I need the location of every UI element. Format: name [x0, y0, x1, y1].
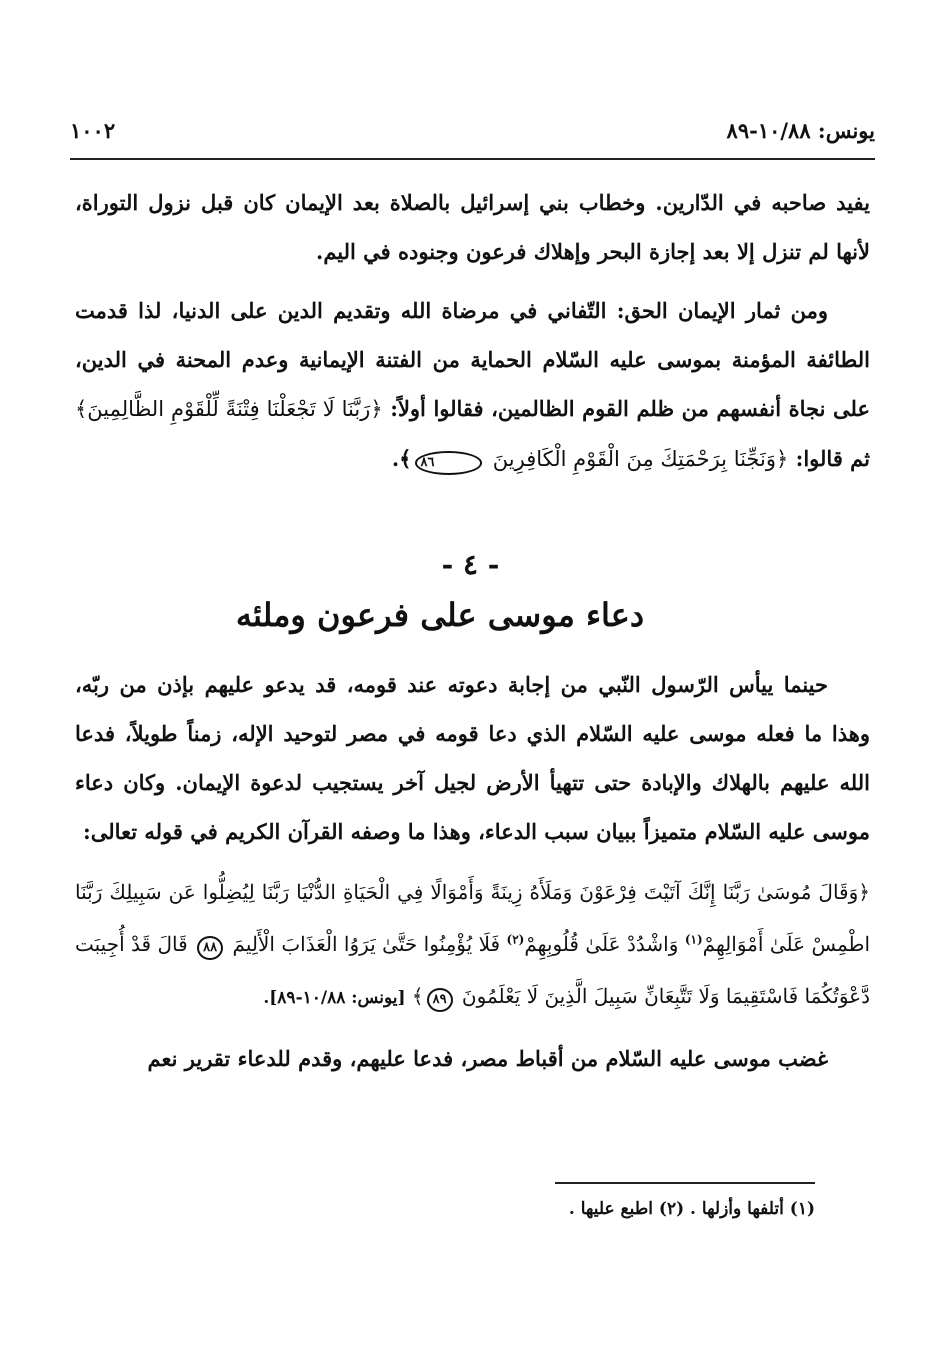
- quran-close-bracket: ﴾.: [391, 446, 412, 471]
- page-header: [70, 112, 875, 152]
- paragraph-text: ثم قالوا:: [795, 446, 870, 471]
- quran-text: فَلَا يُؤْمِنُوا حَتَّىٰ يَرَوُا الْعَذَابَ الْأَلِيمَ: [232, 932, 501, 956]
- ayah-number-marker: ٨٩: [427, 988, 453, 1012]
- header-divider: [70, 158, 875, 160]
- ayah-number-marker: ٨٦: [415, 451, 483, 475]
- footnote-divider: [555, 1182, 815, 1184]
- ayah-number-marker: ٨٨: [197, 936, 223, 960]
- quran-text: ﴿وَقَالَ مُوسَىٰ رَبَّنَا إِنَّكَ آتَيْتَ فِرْعَوْنَ وَمَلَأَهُ زِينَةً وَأَمْوَالًا فِي الْحَيَاةِ الدُّنْيَا رَبَّنَا لِيُضِلُّوا عَن سَبِيلِكَ رَبَّنَا اطْمِسْ عَلَىٰ أَمْوَالِهِمْ: [75, 880, 871, 956]
- paragraph: [75, 286, 870, 484]
- paragraph: يفيد صاحبه في الدّارين. وخطاب بني إسرائيل بالصلاة بعد الإيمان كان قبل نزول التوراة، لأنها لم تنزل إلا بعد إجازة البحر وإهلاك فرعون وجنوده في اليم.: [75, 190, 870, 264]
- quran-quote: ﴿رَبَّنَا لَا تَجْعَلْنَا فِتْنَةً لِّلْقَوْمِ الظَّالِمِينَ﴾: [75, 397, 383, 421]
- footnotes: (١) أتلفها وأزلها . (٢) اطبع عليها .: [568, 1199, 815, 1219]
- paragraph-text: ومن ثمار الإيمان الحق: التّفاني في مرضاة الله وتقديم الدين على الدنيا، لذا قدمت الطائفة المؤمنة بموسى عليه السّلام الحماية من الفتنة الإيمانية وعدم المحنة في الدين، على نجاة أنفسهم من ظلم القوم الظالمين، فقالوا أولاً:: [75, 298, 871, 421]
- quran-close-bracket: ﴾: [411, 984, 424, 1008]
- paragraph: حينما ييأس الرّسول النّبي من إجابة دعوته عند قومه، قد يدعو عليهم بإذن من ربّه، وهذا ما فعله موسى عليه السّلام الذي دعا قومه في مصر لتوحيد الإله، زمناً طويلاً، فدعا الله عليهم بالهلاك والإبادة حتى تتهيأ الأرض لجيل آخر يستجيب لدعوة الإيمان. وكان دعاء موسى عليه السّلام متميزاً ببيان سبب الدعاء، وهذا ما وصفه القرآن الكريم في قوله تعالى:: [75, 672, 870, 844]
- footnote-marker: (١): [684, 932, 703, 947]
- paragraph: غضب موسى عليه السّلام من أقباط مصر، فدعا عليهم، وقدم للدعاء تقرير نعم: [147, 1046, 828, 1071]
- page-number: ١٠٠٢: [70, 118, 116, 143]
- verse-citation: [يونس: ١٠/٨٨-٨٩].: [263, 988, 406, 1008]
- quran-text: قَالَ قَدْ أُجِيبَت دَّعْوَتُكُمَا فَاسْتَقِيمَا وَلَا تَتَّبِعَانِّ سَبِيلَ الَّذِينَ لَا يَعْلَمُونَ: [75, 932, 870, 1008]
- quran-block: [75, 866, 870, 1024]
- running-head: يونس: ١٠/٨٨-٨٩: [726, 118, 875, 143]
- footnote-marker: (٢): [506, 932, 525, 947]
- quran-text: وَاشْدُدْ عَلَىٰ قُلُوبِهِمْ: [524, 932, 679, 956]
- quran-quote: ﴿وَنَجِّنَا بِرَحْمَتِكَ مِنَ الْقَوْمِ الْكَافِرِينَ: [492, 447, 789, 471]
- section-2-body: [75, 660, 870, 1093]
- section-number: - ٤ -: [441, 548, 500, 581]
- section-title: دعاء موسى على فرعون وملئه: [235, 596, 645, 634]
- section-1-body: [75, 178, 870, 494]
